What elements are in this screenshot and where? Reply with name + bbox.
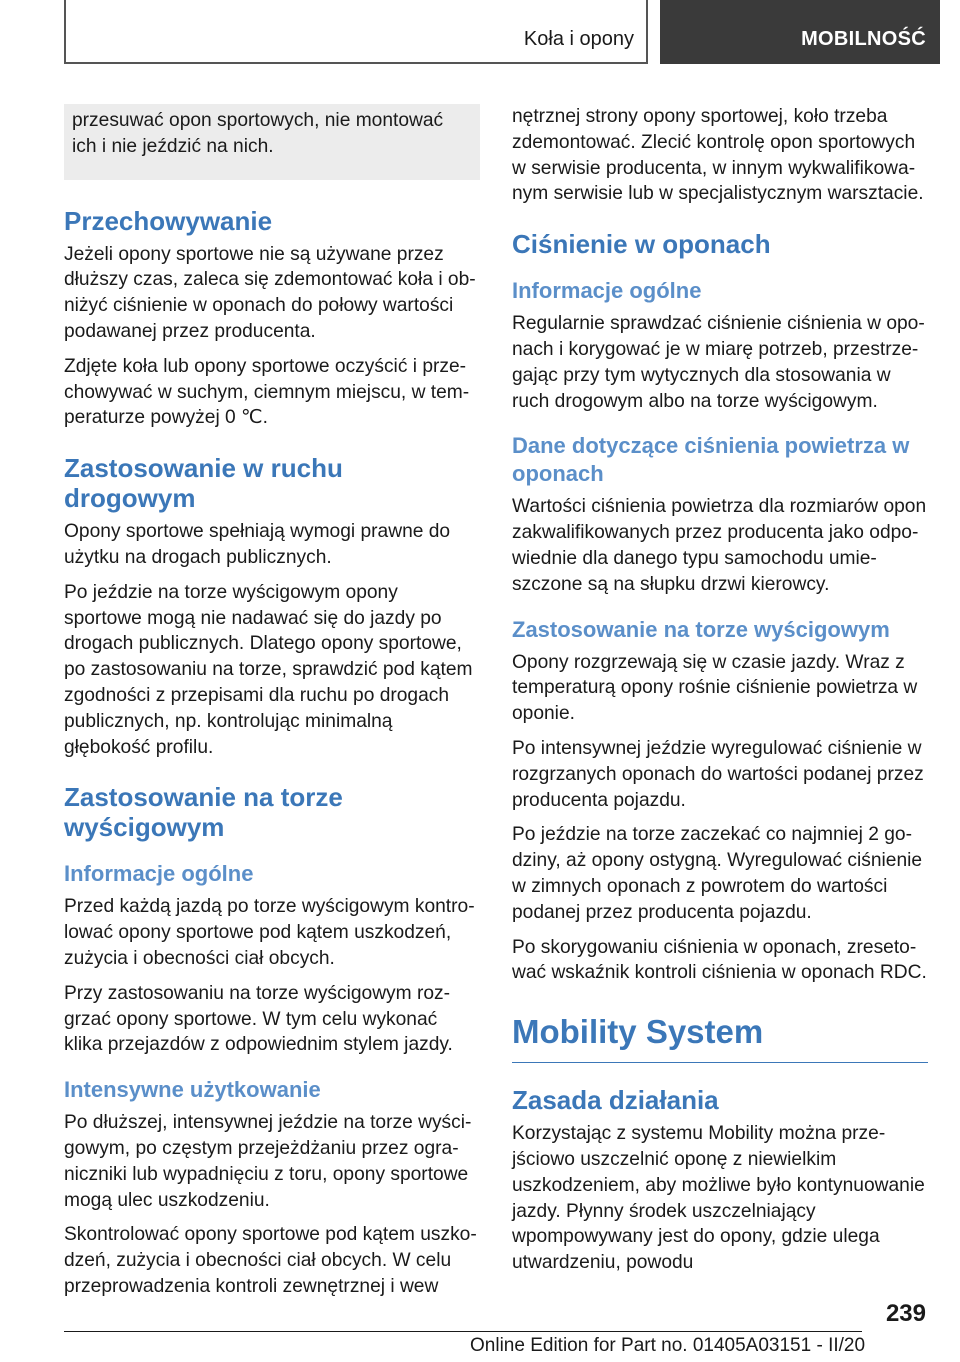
- pressure-track-paragraph-4: Po skorygowaniu ciśnienia w oponach, zresetować wskaźnik kontroli ciśnienia w oponach RDC.: [512, 936, 927, 984]
- intensive-paragraph-2: Skontrolować opony sportowe pod kątem uszkodzeń, zużycia i obecności ciał obcych. W celu przeprowadzenia kontroli zewnętrznej i wew: [64, 1224, 477, 1297]
- heading-tire-pressure: Ciśnienie w oponach: [512, 229, 771, 260]
- road-use-paragraph-2: Po jeździe na torze wyścigowym opony sportowe mogą nie nadawać się do jazdy po drogach publicznych. Dlatego opony sportowe, po zastosowaniu na torze, sprawdzić pod kątem zgodności z przepisami dla ruchu po drogach publicznych, np. kontrolując minimalną głębokość profilu.: [64, 581, 473, 758]
- heading-track-use: Zastosowanie na torze wyścigowym: [64, 782, 343, 843]
- storage-paragraph-1: Jeżeli opony sportowe nie są używane przez dłuższy czas, zaleca się zdemontować koła i obniżyć ciśnienie w oponach do połowy wartości podawanej przez producenta.: [64, 243, 476, 342]
- heading-pressure-data: Dane dotyczące ciśnienia powietrza w oponach: [512, 433, 910, 487]
- footer-divider: [64, 1331, 862, 1332]
- heading-intensive-use: Intensywne użytkowanie: [64, 1077, 321, 1103]
- pressure-track-paragraph-3: Po jeździe na torze zaczekać co najmniej 2 godziny, aż opony ostygną. Wyregulować ciśnienie w zimnych oponach z powrotem do wartości podanej przez producenta pojazdu.: [512, 824, 923, 923]
- track-use-paragraph-1: Przed każdą jazdą po torze wyścigowym kontrolować opony sportowe pod kątem uszkodzeń, zużycia i obecności ciał obcych.: [64, 896, 475, 969]
- heading-track-general: Informacje ogólne: [64, 861, 254, 887]
- header-title: Koła i opony: [523, 28, 634, 50]
- intensive-paragraph-1: Po dłuższej, intensywnej jeździe na torze wyścigowym, po częstym przejeżdżaniu przez ograniczniki lub wypadnięciu z toru, opony sportowe mogą ulec uszkodzeniu.: [64, 1112, 472, 1211]
- header-title-box: [64, 0, 648, 64]
- left-column: [64, 104, 480, 1309]
- pressure-data-paragraph: Wartości ciśnienia powietrza dla rozmiarów opon zakwalifikowanych przez producenta jako odpowiednie dla danego typu samochodu umieszczone są na słupku drzwi kierowcy.: [512, 496, 927, 595]
- header-section-label: MOBILNOŚĆ: [801, 28, 926, 50]
- note-box: [64, 104, 480, 180]
- heading-mobility-system: Mobility System: [512, 1010, 928, 1063]
- heading-pressure-general: Informacje ogólne: [512, 278, 702, 304]
- note-text: przesuwać opon sportowych, nie montować ich i nie jeździć na nich.: [72, 110, 444, 157]
- heading-storage: Przechowywanie: [64, 205, 273, 236]
- heading-principle: Zasada działania: [512, 1085, 719, 1116]
- right-column: [512, 104, 928, 1285]
- track-use-paragraph-2: Przy zastosowaniu na torze wyścigowym rozgrzać opony sportowe. W tym celu wykonać klika przejazdów z odpowiednim stylem jazdy.: [64, 982, 453, 1056]
- pressure-track-paragraph-2: Po intensywnej jeździe wyregulować ciśnienie w rozgrzanych oponach do wartości podanej przez producenta pojazdu.: [512, 737, 924, 811]
- heading-road-use: Zastosowanie w ruchu drogowym: [64, 453, 343, 514]
- storage-paragraph-2: Zdjęte koła lub opony sportowe oczyścić i przechowywać w suchym, ciemnym miejscu, w temperaturze powyżej 0 ℃.: [64, 355, 470, 429]
- footer-edition: Online Edition for Part no. 01405A03151 - II/20: [470, 1335, 866, 1356]
- continuation-paragraph: nętrznej strony opony sportowej, koło trzeba zdemontować. Zlecić kontrolę opon sportowych w serwisie producenta, w innym wykwalifikowanym serwisie lub w specjalistycznym warsztacie.: [512, 106, 924, 205]
- header-section-box: [660, 0, 940, 64]
- pressure-general-paragraph: Regularnie sprawdzać ciśnienie ciśnienia w oponach i korygować je w miarę potrzeb, przestrzegając przy tym wytycznych dla stosowania w ruch drogowym albo na torze wyścigowym.: [512, 313, 925, 412]
- road-use-paragraph-1: Opony sportowe spełniają wymogi prawne do użytku na drogach publicznych.: [64, 521, 451, 568]
- pressure-track-paragraph-1: Opony rozgrzewają się w czasie jazdy. Wraz z temperaturą opony rośnie ciśnienie powietrza w oponie.: [512, 651, 918, 725]
- principle-paragraph: Korzystając z systemu Mobility można przejściowo uszczelnić oponę z niewielkim uszkodzeniem, aby możliwe było kontynuowanie jazdy. Płynny środek uszczelniający wpompowywany jest do opony, gdzie ulega utwardzeniu, powodu: [512, 1123, 925, 1274]
- heading-pressure-track: Zastosowanie na torze wyścigowym: [512, 616, 890, 642]
- page-number: 239: [885, 1300, 926, 1327]
